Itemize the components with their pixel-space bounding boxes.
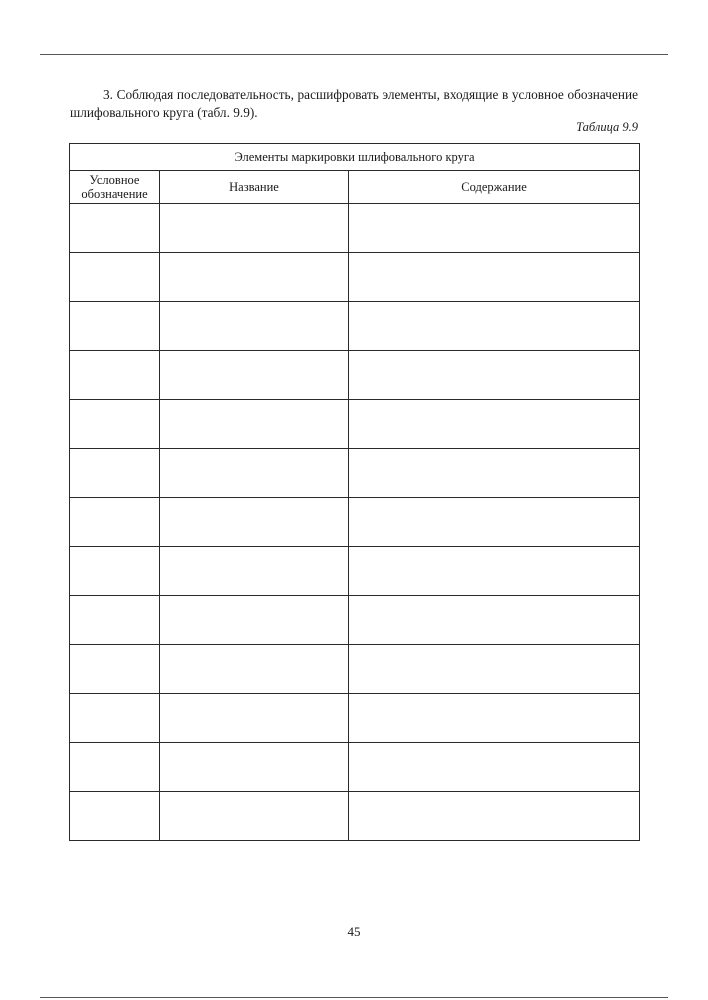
content-cell	[349, 400, 640, 449]
designation-cell	[70, 351, 160, 400]
designation-cell	[70, 204, 160, 253]
table-body	[70, 204, 640, 841]
column-header-content: Содержание	[349, 171, 640, 204]
content-cell	[349, 547, 640, 596]
designation-cell	[70, 449, 160, 498]
content-cell	[349, 302, 640, 351]
designation-cell	[70, 596, 160, 645]
bottom-rule	[40, 997, 668, 998]
table-title: Элементы маркировки шлифовального круга	[70, 144, 640, 171]
name-cell	[160, 400, 349, 449]
designation-cell	[70, 253, 160, 302]
content-cell	[349, 351, 640, 400]
table-row	[70, 792, 640, 841]
designation-cell	[70, 547, 160, 596]
content-cell	[349, 743, 640, 792]
content-cell	[349, 253, 640, 302]
column-header-name: Название	[160, 171, 349, 204]
name-cell	[160, 253, 349, 302]
name-cell	[160, 645, 349, 694]
name-cell	[160, 792, 349, 841]
name-cell	[160, 743, 349, 792]
designation-cell	[70, 743, 160, 792]
table-row	[70, 351, 640, 400]
table-row	[70, 302, 640, 351]
column-header-designation: Условное обозначение	[70, 171, 160, 204]
table-row	[70, 596, 640, 645]
name-cell	[160, 204, 349, 253]
table-row	[70, 547, 640, 596]
name-cell	[160, 351, 349, 400]
name-cell	[160, 596, 349, 645]
content-cell	[349, 204, 640, 253]
content-cell	[349, 449, 640, 498]
designation-cell	[70, 498, 160, 547]
table-row	[70, 449, 640, 498]
task-paragraph: 3. Соблюдая последовательность, расшифровать элементы, входящие в условное обозначение шлифовального круга (табл. 9.9).	[70, 87, 638, 120]
designation-cell	[70, 792, 160, 841]
table-row	[70, 498, 640, 547]
content-cell	[349, 498, 640, 547]
name-cell	[160, 449, 349, 498]
content-cell	[349, 694, 640, 743]
content-cell	[349, 792, 640, 841]
name-cell	[160, 498, 349, 547]
designation-cell	[70, 694, 160, 743]
marking-elements-table	[69, 143, 640, 841]
name-cell	[160, 547, 349, 596]
designation-cell	[70, 400, 160, 449]
table-caption: Таблица 9.9	[576, 120, 638, 134]
table-row	[70, 400, 640, 449]
designation-cell	[70, 302, 160, 351]
content-cell	[349, 645, 640, 694]
table-row	[70, 253, 640, 302]
table-row	[70, 645, 640, 694]
name-cell	[160, 302, 349, 351]
table-row	[70, 694, 640, 743]
name-cell	[160, 694, 349, 743]
page-number: 45	[347, 924, 361, 939]
top-rule	[40, 54, 668, 55]
content-cell	[349, 596, 640, 645]
table-row	[70, 204, 640, 253]
designation-cell	[70, 645, 160, 694]
table-row	[70, 743, 640, 792]
